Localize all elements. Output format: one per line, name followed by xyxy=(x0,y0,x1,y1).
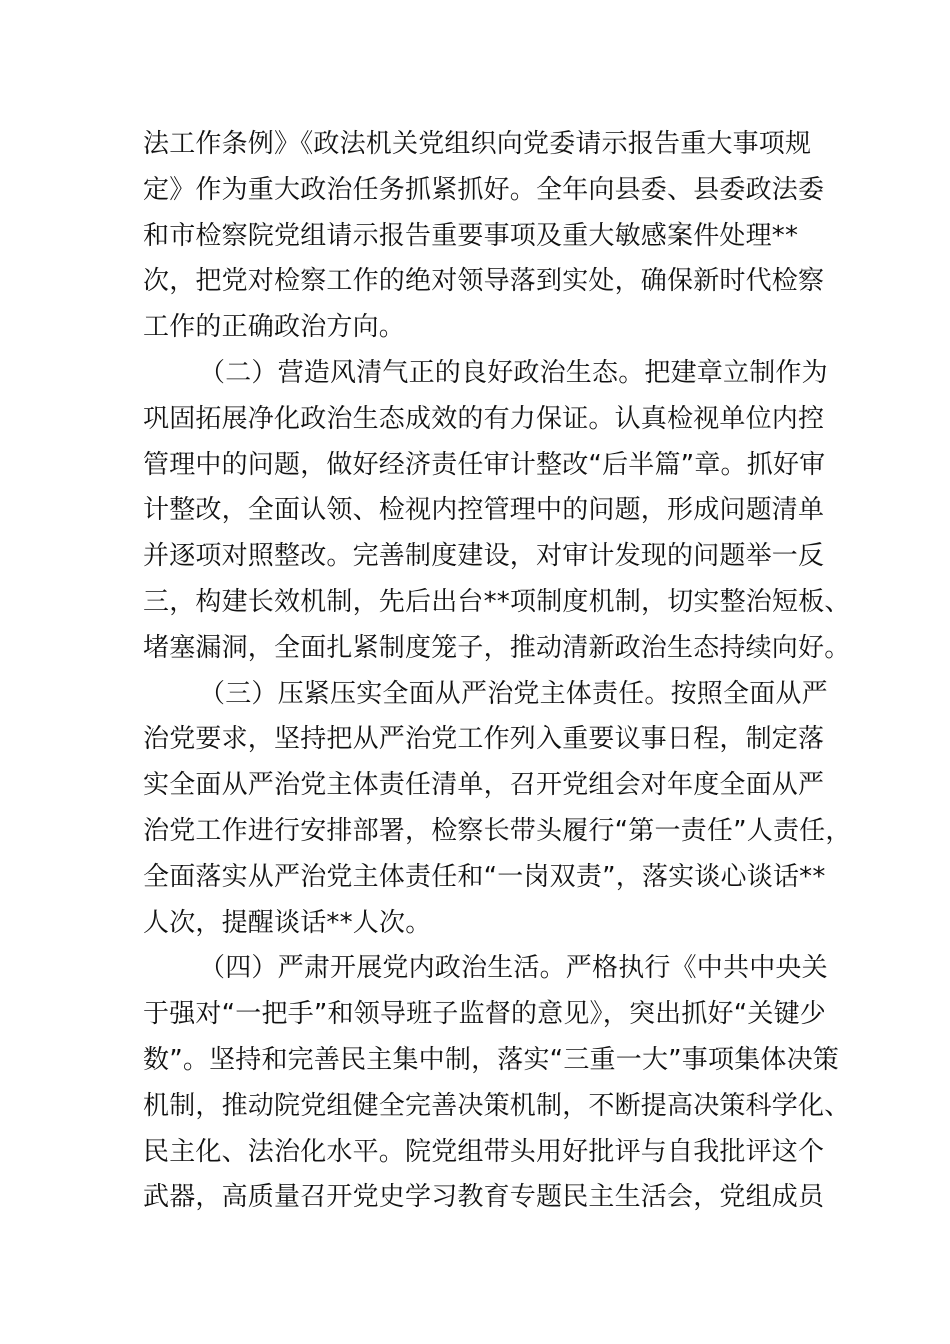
text-line: 和市检察院党组请示报告重要事项及重大敏感案件处理** xyxy=(143,220,799,251)
text-line: 定》作为重大政治任务抓紧抓好。全年向县委、县委政法委 xyxy=(143,174,825,205)
paragraph-first-line: （二）营造风清气正的良好政治生态。把建章立制作为 xyxy=(199,357,828,388)
text-line: 法工作条例》《政法机关党组织向党委请示报告重大事项规 xyxy=(143,129,812,159)
text-line: 三，构建长效机制，先后出台**项制度机制，切实整治短板、 xyxy=(143,586,851,617)
text-line: 治党要求，坚持把从严治党工作列入重要议事日程，制定落 xyxy=(143,724,825,755)
text-line: 巩固拓展净化政治生态成效的有力保证。认真检视单位内控 xyxy=(143,403,825,434)
text-line: 全面落实从严治党主体责任和“一岗双责”，落实谈心谈话** xyxy=(143,861,826,892)
text-line: 民主化、法治化水平。院党组带头用好批评与自我批评这个 xyxy=(143,1136,825,1167)
text-line: 工作的正确政治方向。 xyxy=(143,312,406,343)
text-line: 机制，推动院党组健全完善决策机制，不断提高决策科学化、 xyxy=(143,1090,851,1121)
paragraph-first-line: （三）压紧压实全面从严治党主体责任。按照全面从严 xyxy=(199,678,828,709)
text-line: 数”。坚持和完善民主集中制，落实“三重一大”事项集体决策 xyxy=(143,1044,840,1075)
text-line: 人次，提醒谈话**人次。 xyxy=(143,907,432,938)
text-line: 堵塞漏洞，全面扎紧制度笼子，推动清新政治生态持续向好。 xyxy=(143,632,851,663)
text-line: 实全面从严治党主体责任清单，召开党组会对年度全面从严 xyxy=(143,770,825,801)
text-line: 治党工作进行安排部署，检察长带头履行“第一责任”人责任， xyxy=(143,815,852,846)
document-body xyxy=(143,122,852,1221)
text-line: 管理中的问题，做好经济责任审计整改“后半篇”章。抓好审 xyxy=(143,449,826,480)
text-line: 计整改，全面认领、检视内控管理中的问题，形成问题清单 xyxy=(143,495,825,526)
paragraph-first-line: （四）严肃开展党内政治生活。严格执行《中共中央关 xyxy=(199,953,828,984)
text-line: 于强对“一把手”和领导班子监督的意见》，突出抓好“关键少 xyxy=(143,999,827,1030)
text-line: 并逐项对照整改。完善制度建设，对审计发现的问题举一反 xyxy=(143,541,825,572)
text-line: 武器，高质量召开党史学习教育专题民主生活会，党组成员 xyxy=(143,1182,825,1213)
text-line: 次，把党对检察工作的绝对领导落到实处，确保新时代检察 xyxy=(143,266,825,297)
